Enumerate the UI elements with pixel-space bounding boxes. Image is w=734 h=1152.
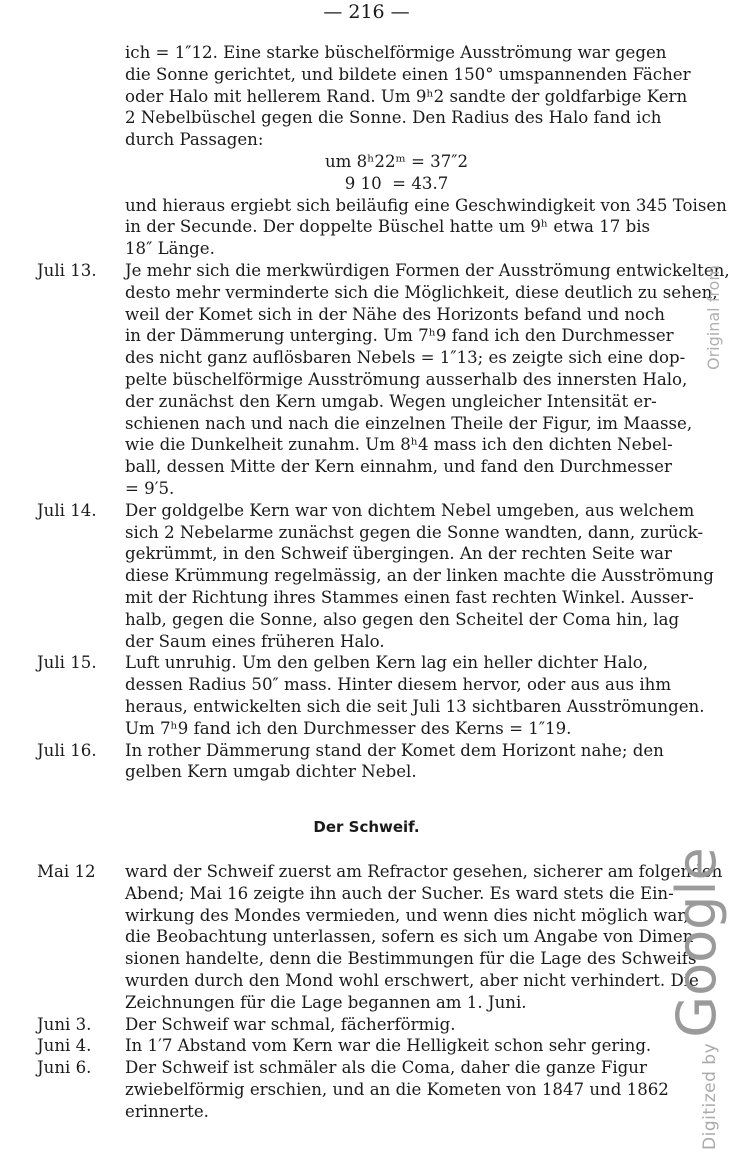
- text-line: 18″ Länge.: [125, 239, 215, 259]
- text-line: ich = 1″12. Eine starke büschelförmige Ausströmung war gegen: [125, 43, 667, 62]
- page-number: — 216 —: [323, 1, 410, 23]
- text-line: durch Passagen:: [125, 130, 264, 150]
- entry-date: Juli 16.: [37, 740, 97, 760]
- entry-date: Juni 3.: [37, 1014, 92, 1034]
- text-line: Der goldgelbe Kern war von dichtem Nebel umgeben, aus welchem: [125, 500, 695, 520]
- text-line: Zeichnungen für die Lage begannen am 1. Juni.: [125, 992, 527, 1012]
- dated-entry: [0, 1014, 733, 1036]
- formula-line: um 8ʰ22ᵐ = 37″2: [324, 151, 469, 171]
- formula: [0, 151, 733, 195]
- text-line: = 9′5.: [125, 478, 175, 498]
- entry-date: Juli 15.: [37, 653, 97, 673]
- text-line: In rother Dämmerung stand der Komet dem Horizont nahe; den: [125, 740, 664, 760]
- watermark: [665, 240, 734, 1150]
- formula-line: 9 10 = 43.7: [344, 173, 449, 193]
- entry-date: Juni 4.: [37, 1036, 92, 1056]
- text-line: 2 Nebelbüschel gegen die Sonne. Den Radius des Halo fand ich: [125, 108, 662, 128]
- text-line: die Sonne gerichtet, und bildete einen 150° umspannenden Fächer: [125, 64, 691, 84]
- text-line: Je mehr sich die merkwürdigen Formen der Ausströmung entwickelten,: [125, 260, 730, 280]
- entry-date: Juli 13.: [37, 260, 97, 280]
- section-heading: Der Schweif.: [313, 818, 420, 836]
- text-line: heraus, entwickelten sich die seit Juli 13 sichtbaren Ausströmungen.: [125, 696, 705, 716]
- text-line: ball, dessen Mitte der Kern einnahm, und fand den Durchmesser: [125, 457, 672, 477]
- dated-entry: [0, 652, 733, 739]
- dated-entry: [0, 500, 733, 653]
- dated-entry: [0, 1057, 733, 1122]
- text-line: weil der Komet sich in der Nähe des Horizonts befand und noch: [125, 304, 665, 324]
- entries-lower: [0, 861, 733, 1123]
- entry-date: Juli 14.: [37, 500, 97, 520]
- text-line: diese Krümmung regelmässig, an der linken machte die Ausströmung: [125, 566, 714, 586]
- text-line: der zunächst den Kern umgab. Wegen ungleicher Intensität er-: [125, 391, 657, 411]
- dated-entry: [0, 861, 733, 1014]
- text-line: des nicht ganz auflösbaren Nebels = 1″13; es zeigte sich eine dop-: [125, 348, 686, 368]
- text-line: gelben Kern umgab dichter Nebel.: [125, 762, 417, 782]
- text-line: Um 7ʰ9 fand ich den Durchmesser des Kerns = 1″19.: [125, 718, 572, 738]
- text-line: ward der Schweif zuerst am Refractor gesehen, sicherer am folgenden: [125, 862, 723, 881]
- text-line: wirkung des Mondes vermieden, und wenn dies nicht möglich war,: [125, 905, 689, 925]
- text-line: pelte büschelförmige Ausströmung ausserhalb des innersten Halo,: [125, 369, 688, 389]
- main-text: [0, 42, 733, 783]
- watermark-original: Original from: [704, 265, 723, 370]
- watermark-logo: Google: [665, 847, 728, 1038]
- text-line: schienen nach und nach die einzelnen Theile der Figur, im Maasse,: [125, 413, 693, 433]
- watermark-digitized: Digitized by: [700, 1042, 720, 1150]
- text-line: sionen handelte, denn die Bestimmungen für die Lage des Schweifs: [125, 949, 697, 969]
- text-line: gekrümmt, in den Schweif übergingen. An der rechten Seite war: [125, 544, 672, 564]
- text-line: der Saum eines früheren Halo.: [125, 631, 385, 651]
- text-line: erinnerte.: [125, 1101, 209, 1121]
- continued-paragraph-2: [0, 195, 733, 260]
- dated-entry: [0, 1035, 733, 1057]
- text-line: dessen Radius 50″ mass. Hinter diesem hervor, oder aus aus ihm: [125, 675, 672, 695]
- text-line: mit der Richtung ihres Stammes einen fast rechten Winkel. Ausser-: [125, 587, 694, 607]
- text-line: zwiebelförmig erschien, und an die Kometen von 1847 und 1862: [125, 1079, 669, 1099]
- text-line: Der Schweif war schmal, fächerförmig.: [125, 1014, 456, 1034]
- continued-paragraph: [0, 42, 733, 151]
- text-line: und hieraus ergiebt sich beiläufig eine Geschwindigkeit von 345 Toisen: [125, 195, 727, 215]
- text-line: wurden durch den Mond wohl erschwert, aber nicht verhindert. Die: [125, 970, 699, 990]
- dated-entry: [0, 740, 733, 784]
- text-line: wie die Dunkelheit zunahm. Um 8ʰ4 mass ich den dichten Nebel-: [125, 435, 673, 455]
- text-line: in der Dämmerung unterging. Um 7ʰ9 fand ich den Durchmesser: [125, 326, 674, 346]
- entries-upper: [0, 260, 733, 783]
- entry-date: Juni 6.: [37, 1058, 92, 1078]
- entry-date: Mai 12: [37, 862, 96, 881]
- text-line: die Beobachtung unterlassen, sofern es sich um Angabe von Dimen-: [125, 927, 699, 947]
- text-line: Luft unruhig. Um den gelben Kern lag ein heller dichter Halo,: [125, 653, 649, 673]
- text-line: Der Schweif ist schmäler als die Coma, daher die ganze Figur: [125, 1058, 647, 1078]
- text-line: desto mehr verminderte sich die Möglichkeit, diese deutlich zu sehen,: [125, 282, 718, 302]
- text-line: In 1′7 Abstand vom Kern war die Helligkeit schon sehr gering.: [125, 1036, 652, 1056]
- text-line: sich 2 Nebelarme zunächst gegen die Sonne wandten, dann, zurück-: [125, 522, 704, 542]
- text-line: oder Halo mit hellerem Rand. Um 9ʰ2 sandte der goldfarbige Kern: [125, 86, 688, 106]
- dated-entry: [0, 260, 733, 500]
- text-line: in der Secunde. Der doppelte Büschel hatte um 9ʰ etwa 17 bis: [125, 217, 651, 237]
- text-line: halb, gegen die Sonne, also gegen den Scheitel der Coma hin, lag: [125, 609, 680, 629]
- text-line: Abend; Mai 16 zeigte ihn auch der Sucher. Es ward stets die Ein-: [125, 883, 674, 903]
